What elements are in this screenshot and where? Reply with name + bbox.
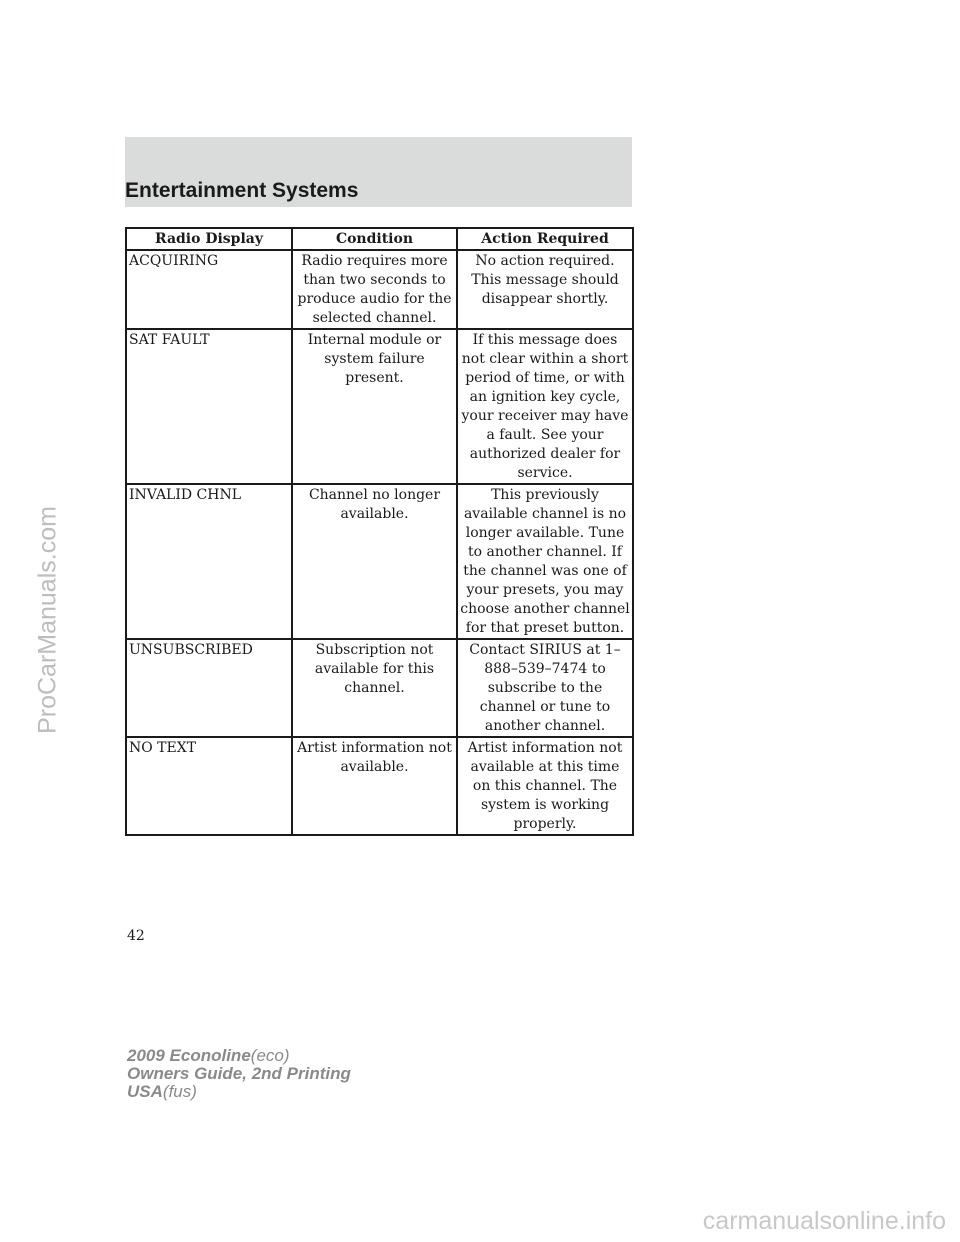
footer-region-code: (fus) [162, 1082, 197, 1101]
action-required-cell: Contact SIRIUS at 1–888–539–7474 to subscribe to the channel or tune to another channel. [457, 639, 633, 737]
footer-model-name: 2009 Econoline [127, 1046, 251, 1065]
column-header-condition: Condition [292, 228, 457, 250]
table-row [126, 484, 633, 639]
section-title: Entertainment Systems [125, 179, 359, 202]
radio-display-cell: INVALID CHNL [126, 484, 292, 639]
footer-line-region [127, 1083, 351, 1101]
action-required-cell: No action required. This message should disappear shortly. [457, 250, 633, 329]
table-row [126, 737, 633, 835]
condition-cell: Subscription not available for this channel. [292, 639, 457, 737]
radio-display-table [125, 227, 634, 836]
radio-display-cell: SAT FAULT [126, 329, 292, 484]
footer-guide-title: Owners Guide, 2nd Printing [127, 1064, 351, 1083]
radio-display-cell: NO TEXT [126, 737, 292, 835]
footer-line-guide [127, 1065, 351, 1083]
condition-cell: Channel no longer available. [292, 484, 457, 639]
document-footer [127, 1047, 351, 1101]
action-required-cell: This previously available channel is no longer available. Tune to another channel. If the channel was one of your presets, you may choose another channel for that preset button. [457, 484, 633, 639]
bottom-watermark: carmanualsonline.info [702, 1207, 946, 1235]
action-required-cell: Artist information not available at this time on this channel. The system is working properly. [457, 737, 633, 835]
footer-region-name: USA [127, 1082, 163, 1101]
footer-model-code: (eco) [250, 1046, 290, 1065]
side-watermark: ProCarManuals.com [33, 506, 62, 734]
table-row [126, 250, 633, 329]
table-row [126, 639, 633, 737]
condition-cell: Radio requires more than two seconds to produce audio for the selected channel. [292, 250, 457, 329]
table-header-row [126, 228, 633, 250]
radio-display-cell: UNSUBSCRIBED [126, 639, 292, 737]
action-required-cell: If this message does not clear within a short period of time, or with an ignition key cycle, your receiver may have a fault. See your authorized dealer for service. [457, 329, 633, 484]
table-row [126, 329, 633, 484]
page-number: 42 [127, 928, 145, 944]
footer-line-model [127, 1047, 351, 1065]
condition-cell: Internal module or system failure present. [292, 329, 457, 484]
condition-cell: Artist information not available. [292, 737, 457, 835]
radio-display-cell: ACQUIRING [126, 250, 292, 329]
column-header-radio-display: Radio Display [126, 228, 292, 250]
column-header-action-required: Action Required [457, 228, 633, 250]
section-header-band [125, 137, 632, 207]
